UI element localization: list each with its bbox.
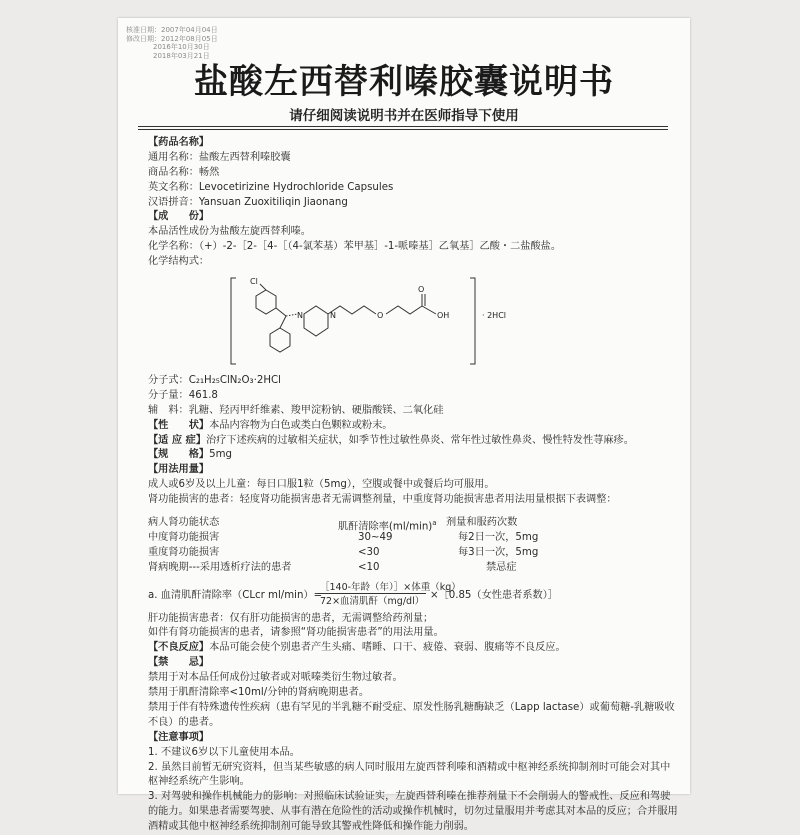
formula-lhs: a. 血清肌酐清除率（CLcr ml/min）= xyxy=(148,589,323,601)
trade-name: 商品名称：畅然 xyxy=(148,166,220,178)
table-cell: 每3日一次，5mg xyxy=(458,546,539,558)
leaflet-body xyxy=(148,136,678,835)
hepatic-text-1: 肝功能损害患者：仅有肝功能损害的患者，无需调整给药剂量； xyxy=(148,612,434,624)
indications-text: 治疗下述疾病的过敏相关症状，如季节性过敏性鼻炎、常年性过敏性鼻炎、慢性特发性荨麻疹。 xyxy=(206,434,634,446)
revision-date: 核准日期：2007年04月04日 xyxy=(126,26,218,34)
structure-label: 化学结构式： xyxy=(148,256,210,268)
table-header-row xyxy=(148,516,678,531)
atom-n1: N xyxy=(297,311,303,321)
atom-o1: O xyxy=(377,311,384,321)
formula-rhs: ×［0.85（女性患者系数）］ xyxy=(430,589,558,601)
usage-renal: 肾功能损害的患者：轻度肾功能损害患者无需调整剂量，中重度肾功能损害患者用法用量根据下表调整： xyxy=(148,494,617,506)
table-row xyxy=(148,546,678,561)
spec-text: 5mg xyxy=(209,449,232,461)
molecular-weight: 分子量：461.8 xyxy=(148,389,218,401)
chemical-structure xyxy=(148,274,678,368)
excipients: 辅 料：乳糖、羟丙甲纤维素、羧甲淀粉钠、硬脂酸镁、二氧化硅 xyxy=(148,404,444,416)
document-subtitle: 请仔细阅读说明书并在医师指导下使用 xyxy=(289,108,519,124)
table-cell: 肾病晚期---采用透析疗法的患者 xyxy=(148,561,292,573)
salt-label: · 2HCl xyxy=(482,311,506,321)
atom-cl: Cl xyxy=(250,277,258,287)
table-cell: 禁忌症 xyxy=(486,561,517,573)
english-name: 英文名称：Levocetirizine Hydrochloride Capsules xyxy=(148,181,394,193)
contraindication-2: 禁用于肌酐清除率<10ml/分钟的肾病晚期患者。 xyxy=(148,687,370,699)
revision-date: 2016年10月30日 xyxy=(153,43,210,52)
formula-fraction-bar xyxy=(318,593,426,594)
table-row xyxy=(148,531,678,546)
table-header-cell: 肌酐清除率$(ml/\min)^a$ xyxy=(338,519,437,533)
precaution-3: 3. 对驾驶和操作机械能力的影响：对照临床试验证实，左旋西替利嗪在推荐剂量下不会削弱人的警戒性、反应和驾驶的能力。如果患者需要驾驶、从事有潜在危险性的活动或操作机械时，切勿过量服用并考虑其对本品的反应；合并服用酒精或其他中枢神经系统抑制剂可能导致其警戒性降低和操作能力削弱。 xyxy=(148,791,678,833)
usage-adult: 成人或6岁及以上儿童：每日口服1粒（5mg），空腹或餐中或餐后均可服用。 xyxy=(148,479,495,491)
table-cell: 每2日一次，5mg xyxy=(458,531,539,543)
title-rule xyxy=(138,126,668,127)
molecular-formula: 分子式：C₂₁H₂₅ClN₂O₃·2HCl xyxy=(148,375,281,387)
indications-header: 【适 应 症】 xyxy=(148,434,207,446)
formula-numerator: ［140-年龄（年）］×体重（kg） xyxy=(320,581,461,593)
table-header-cell: 剂量和服药次数 xyxy=(446,517,518,529)
adverse-text: 本品可能会使个别患者产生头痛、嗜睡、口干、疲倦、衰弱、腹痛等不良反应。 xyxy=(209,642,566,654)
revision-date: 修改日期：2012年08月05日 xyxy=(126,34,218,43)
hepatic-text-2: 如伴有肾功能损害的患者，请参照“肾功能损害患者”的用法用量。 xyxy=(148,627,444,639)
contraindication-1: 禁用于对本品任何成份过敏者或对哌嗪类衍生物过敏者。 xyxy=(148,672,403,684)
contraindication-3: 禁用于伴有特殊遗传性疾病（患有罕见的半乳糖不耐受症、原发性肠乳糖酶缺乏（Lapp lactase）或葡萄糖-乳糖吸收不良）的患者。 xyxy=(148,701,675,728)
spec-header: 【规 格】 xyxy=(148,449,210,461)
chemical-name: 化学名称：（+）-2-［2-［4-［（4-氯苯基）苯甲基］-1-哌嗪基］乙氧基］乙酸・二盐酸盐。 xyxy=(148,241,562,253)
generic-name: 通用名称：盐酸左西替利嗪胶囊 xyxy=(148,151,291,163)
usage-header: 【用法用量】 xyxy=(148,464,210,476)
adverse-header: 【不良反应】 xyxy=(148,642,210,654)
table-row xyxy=(148,561,678,576)
appearance-header: 【性 状】 xyxy=(148,419,210,431)
atom-oh: OH xyxy=(437,311,450,321)
atom-o2: O xyxy=(418,285,425,295)
table-header-cell: 病人肾功能状态 xyxy=(148,517,220,529)
appearance-text: 本品内容物为白色或类白色颗粒或粉末。 xyxy=(209,419,393,431)
title-rule-thin xyxy=(138,129,668,130)
composition-text: 本品活性成份为盐酸左旋西替利嗪。 xyxy=(148,226,311,238)
structure-diagram xyxy=(228,274,528,368)
pinyin-name: 汉语拼音：Yansuan Zuoxitiliqin Jiaonang xyxy=(148,196,348,208)
atom-n2: N xyxy=(330,311,336,321)
precaution-1: 1. 不建议6岁以下儿童使用本品。 xyxy=(148,746,300,758)
composition-header: 【成 份】 xyxy=(148,211,210,223)
table-cell: 重度肾功能损害 xyxy=(148,546,220,558)
document-title: 盐酸左西替利嗪胶囊说明书 xyxy=(194,62,614,102)
formula-denominator: 72×血清肌酐（mg/dl） xyxy=(320,595,425,607)
precautions-header: 【注意事项】 xyxy=(148,731,210,743)
table-cell: <10 xyxy=(358,561,380,573)
drug-name-header: 【药品名称】 xyxy=(148,137,210,148)
revision-date: 2018年03月21日 xyxy=(153,51,210,60)
table-cell: <30 xyxy=(358,546,380,558)
clearance-formula xyxy=(148,580,678,610)
leaflet-sheet xyxy=(118,18,690,833)
table-cell: 中度肾功能损害 xyxy=(148,531,220,543)
table-cell: 30~49 xyxy=(358,531,393,543)
precaution-2: 2. 虽然目前暂无研究资料，但当某些敏感的病人同时服用左旋西替利嗪和酒精或中枢神经系统抑制剂时可能会对其中枢神经系统产生影响。 xyxy=(148,761,671,788)
contraindications-header: 【禁 忌】 xyxy=(148,657,210,669)
dosage-table xyxy=(148,516,678,576)
